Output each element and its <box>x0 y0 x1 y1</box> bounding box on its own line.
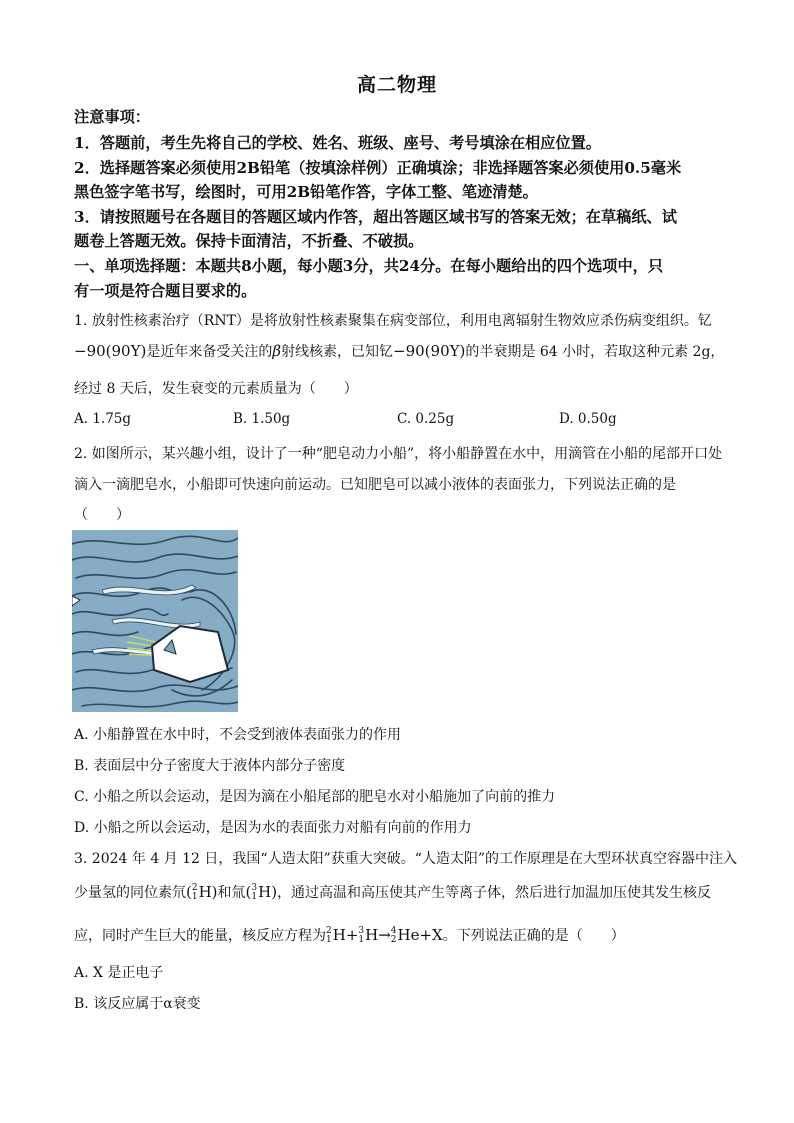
q1-option-c[interactable]: C. 0.25g <box>397 411 455 427</box>
q1-option-d[interactable]: D. 0.50g <box>559 411 617 427</box>
q3-stem-line: 3. 2024 年 4 月 12 日，我国“人造太阳”获重大突破。“人造太阳”的工作原理是在大型环状真空容器中注入 <box>74 851 738 867</box>
q3-text: 少量氢的同位素氘 <box>74 885 186 901</box>
q1-option-b[interactable]: B. 1.50g <box>233 411 291 427</box>
beta-symbol: β <box>272 342 282 360</box>
q1-text: 的半衰期是 64 小时，若取这种元素 2g， <box>465 344 725 360</box>
q3-stem-line <box>74 925 625 945</box>
q3-text: 应，同时产生巨大的能量，核反应方程为 <box>74 928 326 944</box>
tritium-symbol: (3 1H) <box>245 883 278 902</box>
q3-text: 。下列说法正确的是（ ） <box>442 928 625 944</box>
section-heading-line: 一、单项选择题：本题共8小题，每小题3分，共24分。在每小题给出的四个选项中，只 <box>74 257 664 275</box>
q1-text: 是近年来备受关注的 <box>146 344 273 360</box>
q2-stem-line: 滴入一滴肥皂水，小船即可快速向前运动。已知肥皂可以减小液体的表面张力，下列说法正确的是 <box>74 477 676 493</box>
q1-option-a[interactable]: A. 1.75g <box>74 411 132 427</box>
page-title: 高二物理 <box>356 74 437 96</box>
notice-item: 黑色签字笔书写，绘图时，可用2B铅笔作答，字体工整、笔迹清楚。 <box>74 183 538 201</box>
deuterium-symbol: (2 1H) <box>186 883 218 902</box>
q1-text: 射线核素，已知钇 <box>281 344 394 360</box>
q3-option-b[interactable]: B. 该反应属于α衰变 <box>74 996 201 1012</box>
q1-stem-line <box>74 341 724 361</box>
section-heading-line: 有一项是符合题目要求的。 <box>74 282 257 300</box>
notice-item: 3．请按照题号在各题目的答题区域内作答，超出答题区域书写的答案无效；在草稿纸、试 <box>74 208 677 226</box>
q3-stem-line <box>74 882 711 902</box>
notice-heading: 注意事项： <box>74 108 150 126</box>
q1-stem-line: 1. 放射性核素治疗（RNT）是将放射性核素聚集在病变部位，利用电离辐射生物效应杀伤病变组织。钇 <box>74 313 712 329</box>
q2-stem-line: （ ） <box>74 507 130 523</box>
soap-boat-figure <box>72 530 238 712</box>
q2-option-b[interactable]: B. 表面层中分子密度大于液体内部分子密度 <box>74 758 346 774</box>
q2-stem-line: 2. 如图所示，某兴趣小组，设计了一种“肥皂动力小船”，将小船静置在水中，用滴管在小船的尾部开口处 <box>74 446 723 462</box>
q3-text: ，通过高温和高压使其产生等离子体，然后进行加温加压使其发生核反 <box>277 885 712 901</box>
nuclear-equation: 2 1H+3 1H→4 2He+X <box>326 926 443 945</box>
q3-text: 和氚 <box>217 885 246 901</box>
notice-item: 1．答题前，考生先将自己的学校、姓名、班级、座号、考号填涂在相应位置。 <box>74 134 601 152</box>
q1-stem-line: 经过 8 天后，发生衰变的元素质量为（ ） <box>74 381 358 397</box>
yttrium-nuclide: −90(90Y) <box>74 342 147 360</box>
notice-item: 2．选择题答案必须使用2B铅笔（按填涂样例）正确填涂；非选择题答案必须使用0.5毫米 <box>74 159 682 177</box>
q3-option-a[interactable]: A. X 是正电子 <box>74 965 164 981</box>
q2-option-d[interactable]: D. 小船之所以会运动，是因为水的表面张力对船有向前的作用力 <box>74 820 472 836</box>
yttrium-nuclide: −90(90Y) <box>393 342 466 360</box>
water-waves-illustration <box>72 530 238 712</box>
q2-option-a[interactable]: A. 小船静置在水中时，不会受到液体表面张力的作用 <box>74 727 402 743</box>
notice-item: 题卷上答题无效。保持卡面清洁，不折叠、不破损。 <box>74 232 424 250</box>
q2-option-c[interactable]: C. 小船之所以会运动，是因为滴在小船尾部的肥皂水对小船施加了向前的推力 <box>74 789 556 805</box>
